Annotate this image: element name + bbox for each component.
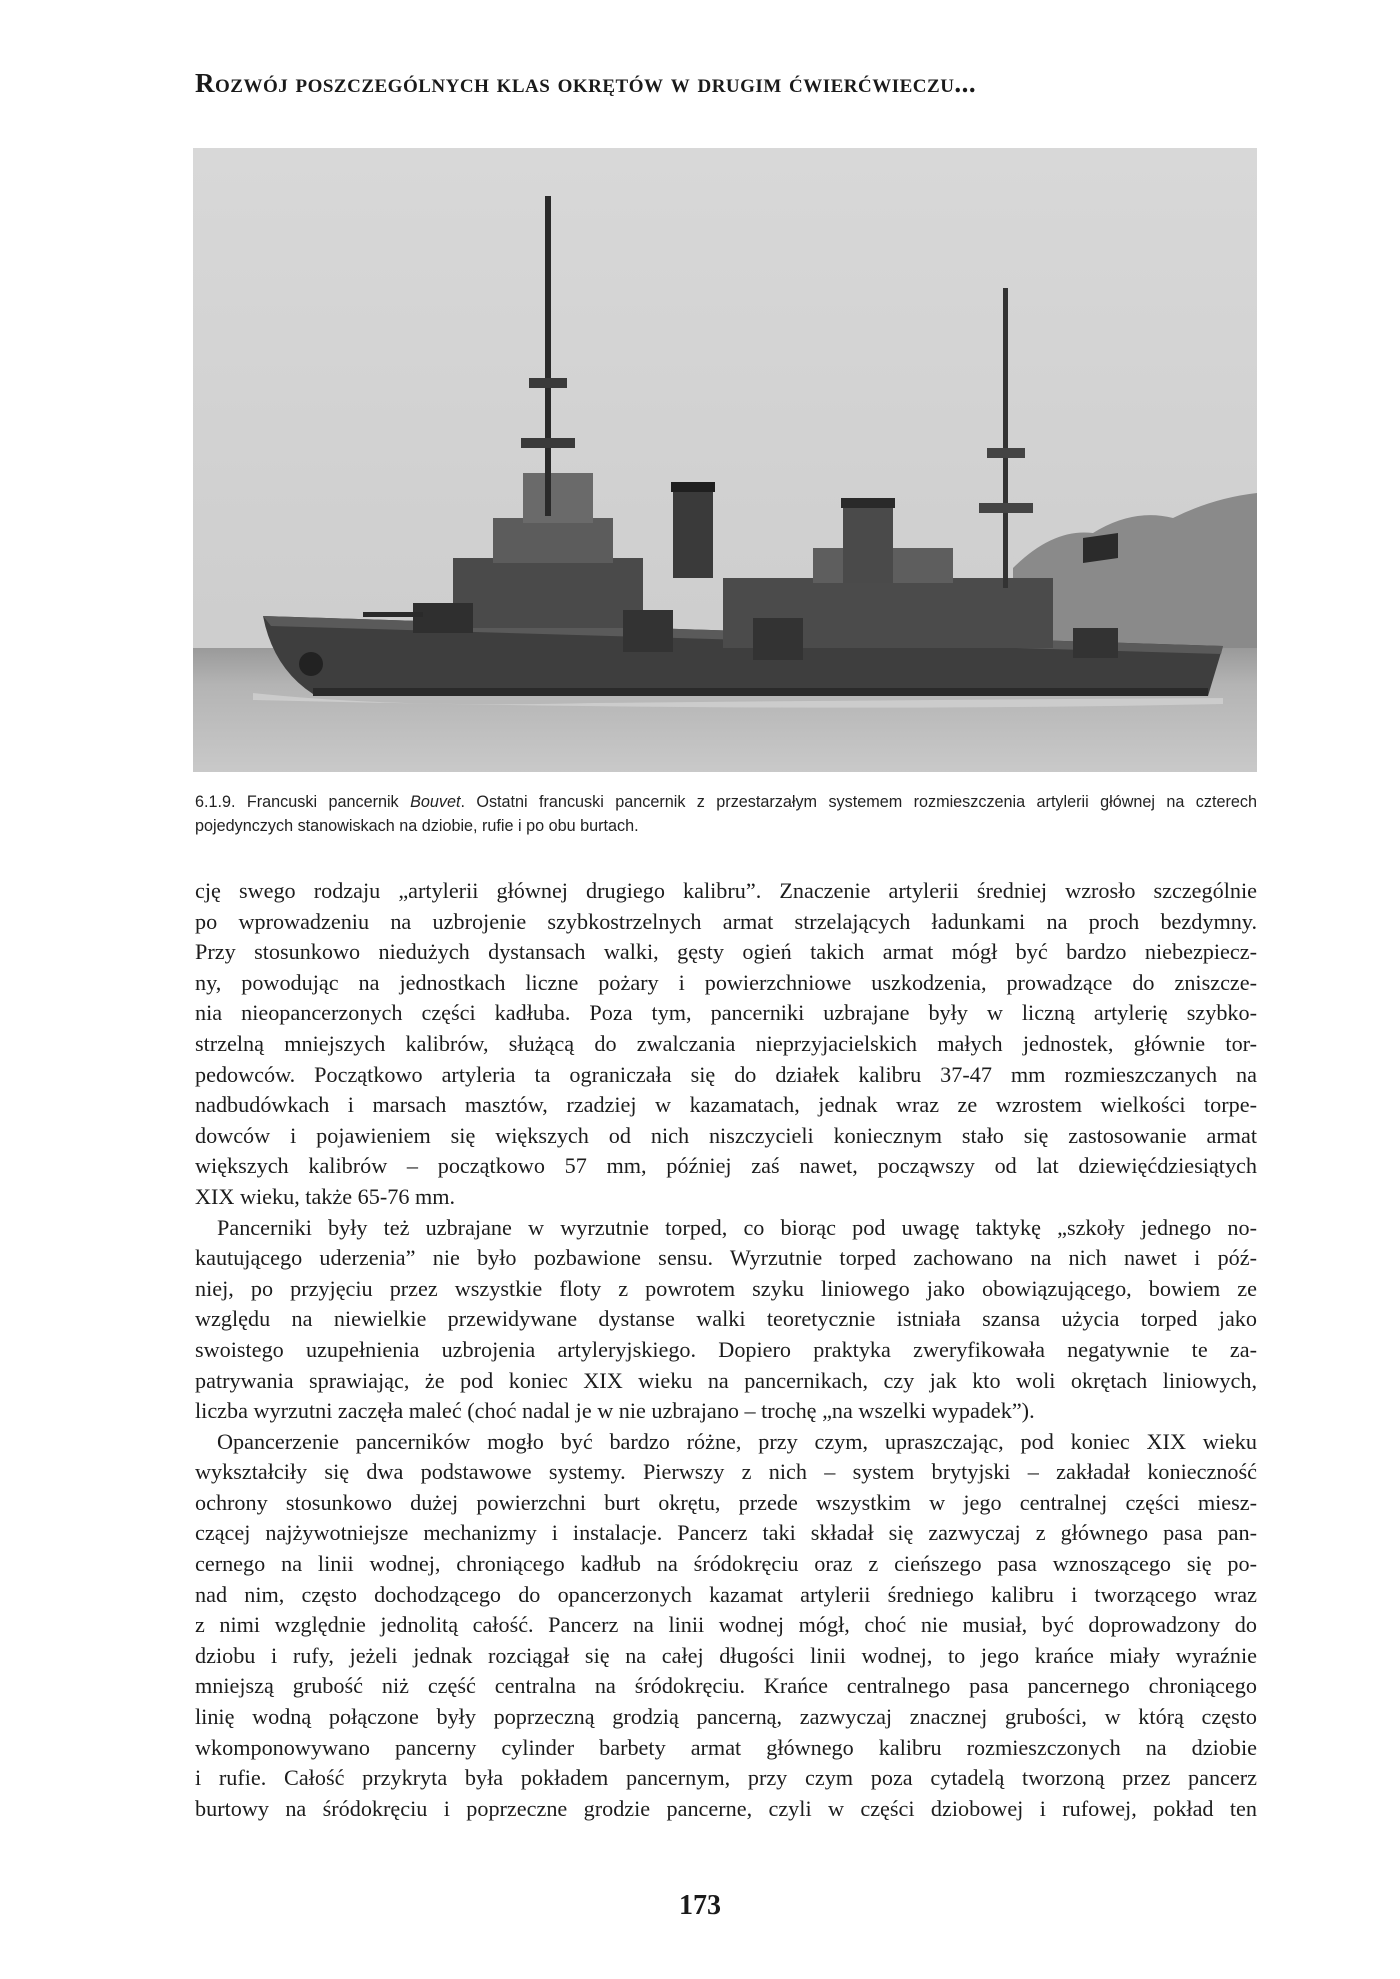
text-line: nadbudówkach i marsach masztów, rzadziej w kazamatach, jednak wraz ze wzrostem wielkości torpe- xyxy=(195,1092,1257,1118)
text-line: mniejszą grubość niż część centralna na śródokręciu. Krańce centralnego pasa pancernego chroniącego xyxy=(195,1673,1257,1699)
caption-ship-name: Bouvet xyxy=(410,793,461,811)
text-line: większych kalibrów – początkowo 57 mm, później zaś nawet, począwszy od lat dziewięćdziesiątych xyxy=(195,1153,1257,1179)
text-line: patrywania sprawiając, że pod koniec XIX wieku na pancernikach, czy jak kto woli okrętach liniowych, xyxy=(195,1367,1257,1393)
paragraph-2 xyxy=(195,1213,1257,1427)
text-line: pedowców. Początkowo artyleria ta ograniczała się do działek kalibru 37-47 mm rozmieszczanych na xyxy=(195,1061,1257,1087)
text-line: Opancerzenie pancerników mogło być bardzo różne, przy czym, upraszczając, pod koniec XIX wieku xyxy=(217,1428,1257,1454)
text-line: swoistego uzupełnienia uzbrojenia artyleryjskiego. Dopiero praktyka zweryfikowała negatywnie te za- xyxy=(195,1336,1257,1362)
text-line: linię wodną połączone były poprzeczną grodzią pancerną, zazwyczaj znacznej grubości, w którą często xyxy=(195,1704,1257,1730)
ship-photograph xyxy=(193,148,1257,772)
text-line: czącej najżywotniejsze mechanizmy i instalacje. Pancerz taki składał się zazwyczaj z głównego pasa pan- xyxy=(195,1520,1257,1546)
running-header: Rozwój poszczególnych klas okrętów w drugim ćwierćwieczu... xyxy=(195,68,977,98)
text-line: dziobu i rufy, jeżeli jednak rozciągał się na całej długości linii wodnej, to jego krańce miały wyraźnie xyxy=(195,1642,1257,1668)
caption-prefix: 6.1.9. Francuski pancernik xyxy=(195,793,411,811)
page-number: 173 xyxy=(679,1890,721,1921)
text-line: ochrony stosunkowo dużej powierzchni burt okrętu, przede wszystkim w jego centralnej części miesz- xyxy=(195,1489,1257,1515)
text-line: dowców i pojawieniem się większych od nich niszczycieli koniecznym stało się zastosowanie armat xyxy=(195,1122,1257,1148)
text-line: kautującego uderzenia” nie było pozbawione sensu. Wyrzutnie torped zachowano na nich nawet i póź- xyxy=(195,1245,1257,1271)
text-line: po wprowadzeniu na uzbrojenie szybkostrzelnych armat strzelających ładunkami na proch bezdymny. xyxy=(195,908,1257,934)
figure-caption xyxy=(195,790,1257,838)
caption-description: . Ostatni francuski pancernik z przestarzałym systemem rozmieszczenia artylerii głównej na czterech pojedynczych stanowiskach na dziobie, rufie i po obu burtach. xyxy=(195,793,1257,835)
text-line: strzelną mniejszych kalibrów, służącą do zwalczania nieprzyjacielskich małych jednostek, głównie tor- xyxy=(195,1030,1257,1056)
text-line: nia nieopancerzonych części kadłuba. Poza tym, pancerniki uzbrajane były w liczną artylerię szybko- xyxy=(195,1000,1257,1026)
text-line: i rufie. Całość przykryta była pokładem pancernym, przy czym poza cytadelą tworzoną przez pancerz xyxy=(195,1765,1257,1791)
text-line: wykształciły się dwa podstawowe systemy. Pierwszy z nich – system brytyjski – zakładał konieczność xyxy=(195,1459,1257,1485)
text-line: niej, po przyjęciu przez wszystkie floty z powrotem szyku liniowego jako obowiązującego, bowiem ze xyxy=(195,1275,1257,1301)
text-line: ny, powodując na jednostkach liczne pożary i powierzchniowe uszkodzenia, prowadzące do zniszcze- xyxy=(195,969,1257,995)
text-line: Przy stosunkowo niedużych dystansach walki, gęsty ogień takich armat mógł być bardzo niebezpiecz- xyxy=(195,939,1257,965)
text-line: cernego na linii wodnej, chroniącego kadłub na śródokręciu oraz z cieńszego pasa wznoszącego się po- xyxy=(195,1551,1257,1577)
battleship-image xyxy=(193,148,1257,772)
text-line: burtowy na śródokręciu i poprzeczne grodzie pancerne, czyli w części dziobowej i rufowej, pokład ten xyxy=(195,1795,1257,1821)
text-line: Pancerniki były też uzbrajane w wyrzutnie torped, co biorąc pod uwagę taktykę „szkoły jednego no- xyxy=(217,1214,1257,1240)
text-line: XIX wieku, także 65-76 mm. xyxy=(195,1183,456,1209)
text-line: cję swego rodzaju „artylerii głównej drugiego kalibru”. Znaczenie artylerii średniej wzrosło szczególnie xyxy=(195,878,1257,903)
text-line: nad nim, często dochodzącego do opancerzonych kazamat artylerii średniego kalibru i tworzącego wraz xyxy=(195,1581,1257,1607)
body-text xyxy=(195,876,1257,1824)
paragraph-1 xyxy=(195,876,1257,1213)
text-line: wkomponowywano pancerny cylinder barbety armat głównego kalibru rozmieszczonych na dziobie xyxy=(195,1734,1257,1760)
paragraph-3 xyxy=(195,1427,1257,1825)
text-line: względu na niewielkie przewidywane dystanse walki teoretycznie istniała szansa użycia torped jako xyxy=(195,1306,1257,1332)
text-line: z nimi względnie jednolitą całość. Pancerz na linii wodnej mógł, choć nie musiał, być doprowadzony do xyxy=(195,1612,1257,1638)
text-line: liczba wyrzutni zaczęła maleć (choć nadal je w nie uzbrajano – trochę „na wszelki wypadek”). xyxy=(195,1398,1035,1424)
